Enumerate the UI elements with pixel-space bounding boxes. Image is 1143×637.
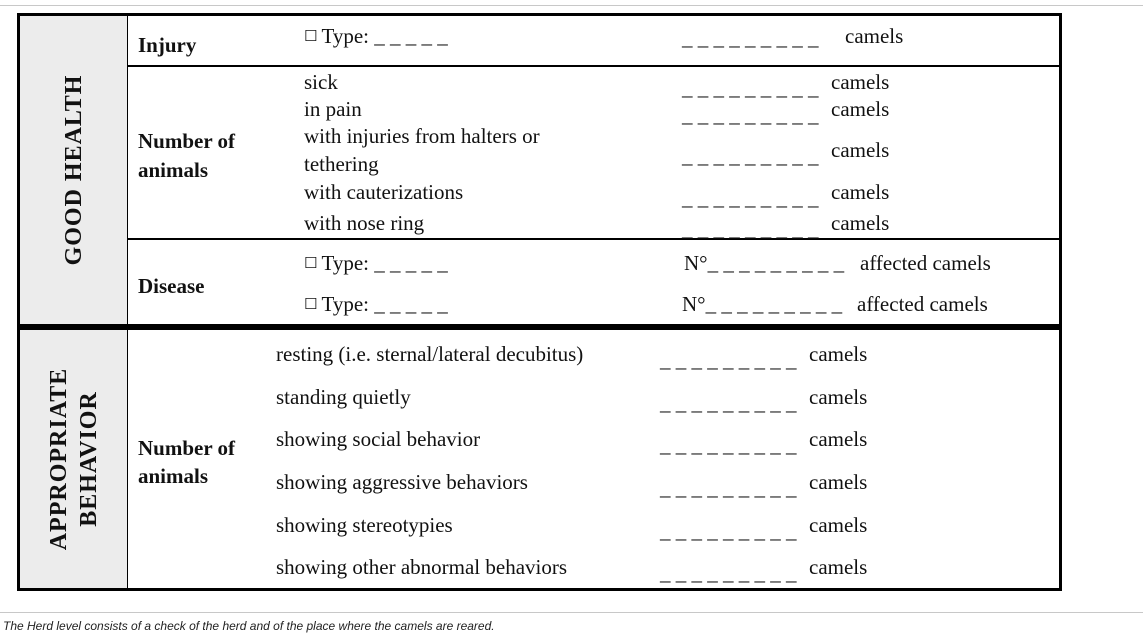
health-row-count[interactable]: _ _ _ _ _ _ _ _ _	[682, 103, 819, 127]
disease-unit: affected camels	[860, 251, 991, 275]
appropriate-behavior-label-line1: APPROPRIATE	[45, 367, 72, 551]
behavior-row-text: showing other abnormal behaviors	[276, 555, 568, 579]
health-row-unit: camels	[831, 211, 890, 235]
injury-type-option[interactable]	[304, 24, 448, 50]
health-row-unit: camels	[831, 97, 890, 121]
injury-label: Injury	[138, 33, 197, 57]
behavior-row-unit: camels	[809, 427, 868, 451]
behavior-row-count[interactable]: _ _ _ _ _ _ _ _ _	[660, 519, 797, 543]
disease-type-option[interactable]	[304, 292, 448, 318]
behavior-row-count[interactable]: _ _ _ _ _ _ _ _ _	[660, 391, 797, 415]
disease-label: Disease	[138, 274, 205, 298]
disease-count-blank[interactable]: N°_ _ _ _ _ _ _ _ _	[682, 292, 843, 316]
health-row-unit: camels	[831, 70, 890, 94]
behavior-row-count[interactable]: _ _ _ _ _ _ _ _ _	[660, 348, 797, 372]
behavior-row-count[interactable]: _ _ _ _ _ _ _ _ _	[660, 476, 797, 500]
health-number-label-line1: Number of	[138, 129, 236, 153]
appropriate-behavior-box	[17, 327, 1062, 591]
health-row-count[interactable]: _ _ _ _ _ _ _ _ _	[682, 144, 819, 168]
behavior-row-text: showing aggressive behaviors	[276, 470, 528, 494]
injury-type-text: Type: _ _ _ _ _	[321, 24, 448, 48]
top-divider	[0, 5, 1143, 6]
appropriate-behavior-side-header	[20, 330, 128, 588]
checkbox-icon[interactable]: ☐	[304, 295, 318, 313]
good-health-label: GOOD HEALTH	[60, 74, 87, 266]
health-row-text: with cauterizations	[304, 180, 464, 204]
behavior-row-unit: camels	[809, 513, 868, 537]
checkbox-icon[interactable]: ☐	[304, 254, 318, 272]
behavior-row-count[interactable]: _ _ _ _ _ _ _ _ _	[660, 433, 797, 457]
health-row-text-cont: tethering	[304, 152, 379, 176]
behavior-row-text: standing quietly	[276, 385, 411, 409]
behavior-row-count[interactable]: _ _ _ _ _ _ _ _ _	[660, 561, 797, 585]
table-caption: The Herd level consists of a check of the herd and of the place where the camels are reared.	[3, 619, 495, 633]
good-health-side-header	[20, 16, 128, 324]
appropriate-behavior-label	[44, 368, 104, 551]
appropriate-behavior-label-line2: BEHAVIOR	[75, 391, 102, 527]
disease-divider	[127, 238, 1059, 240]
behavior-row-unit: camels	[809, 342, 868, 366]
health-row-text: with nose ring	[304, 211, 425, 235]
health-row-count[interactable]: _ _ _ _ _ _ _ _ _	[682, 76, 819, 100]
health-row-count[interactable]: _ _ _ _ _ _ _ _ _	[682, 186, 819, 210]
health-row-text: with injuries from halters or	[304, 124, 540, 148]
disease-type-text: Type: _ _ _ _ _	[321, 251, 448, 275]
health-row-text: sick	[304, 70, 338, 94]
behavior-row-text: showing stereotypies	[276, 513, 453, 537]
injury-count-blank[interactable]: _ _ _ _ _ _ _ _ _	[682, 26, 819, 50]
good-health-box	[17, 13, 1062, 327]
disease-type-option[interactable]	[304, 251, 448, 277]
health-row-unit: camels	[831, 138, 890, 162]
behavior-number-label-line1: Number of	[138, 436, 236, 460]
health-number-label-line2: animals	[138, 158, 209, 182]
bottom-divider	[0, 612, 1143, 613]
health-row-unit: camels	[831, 180, 890, 204]
behavior-row-unit: camels	[809, 555, 868, 579]
disease-count-blank[interactable]: N°_ _ _ _ _ _ _ _ _	[684, 251, 845, 275]
behavior-row-unit: camels	[809, 385, 868, 409]
behavior-number-label-line2: animals	[138, 464, 209, 488]
disease-type-text: Type: _ _ _ _ _	[321, 292, 448, 316]
injury-unit: camels	[845, 24, 904, 48]
health-row-text: in pain	[304, 97, 362, 121]
behavior-row-text: showing social behavior	[276, 427, 481, 451]
behavior-row-unit: camels	[809, 470, 868, 494]
checkbox-icon[interactable]: ☐	[304, 27, 318, 45]
injury-divider	[127, 65, 1059, 67]
health-row-count[interactable]: _ _ _ _ _ _ _ _ _	[682, 217, 819, 241]
behavior-row-text: resting (i.e. sternal/lateral decubitus)	[276, 342, 584, 366]
disease-unit: affected camels	[857, 292, 988, 316]
